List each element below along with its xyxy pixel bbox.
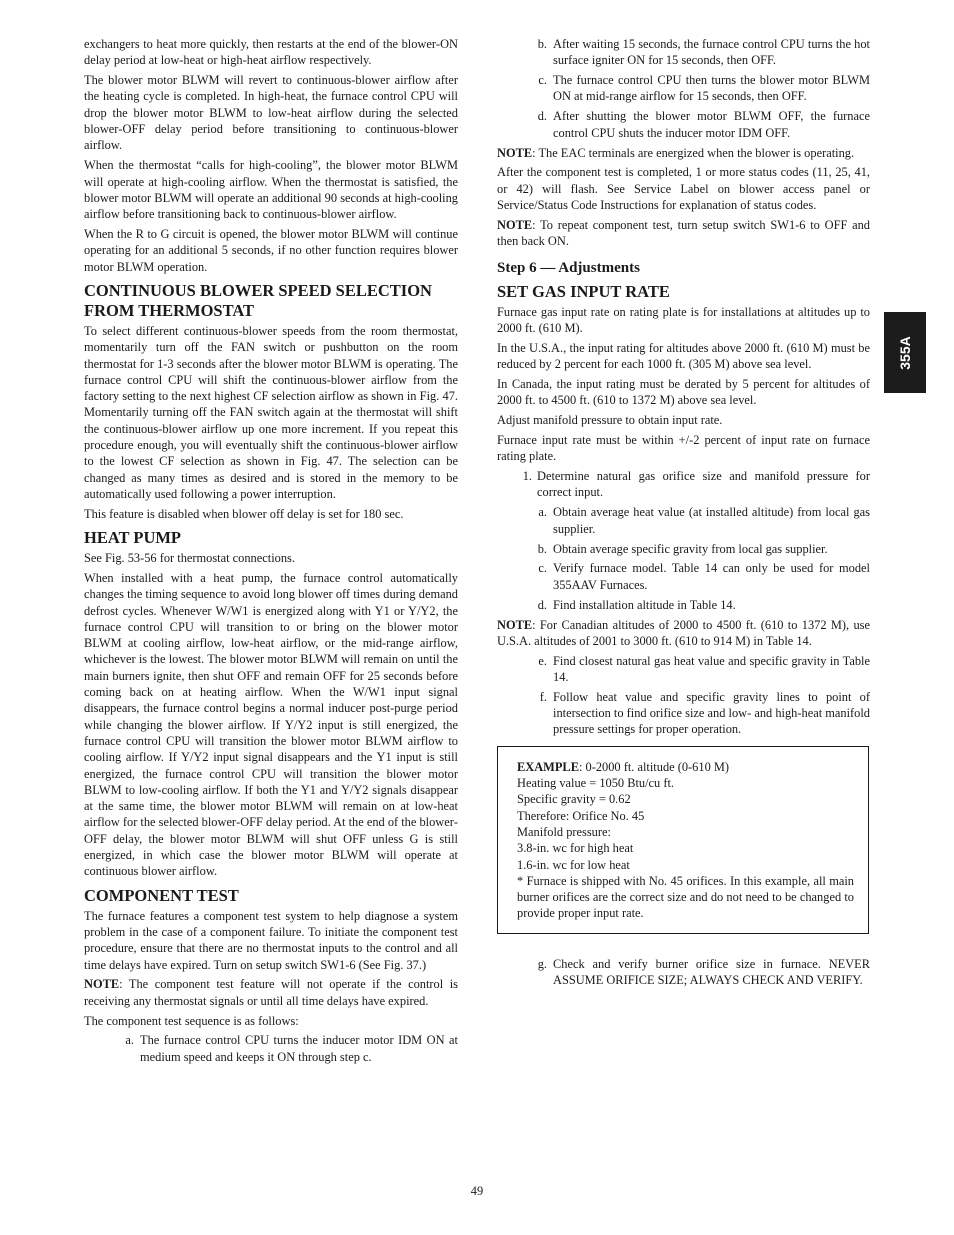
list-item-text: Obtain average heat value (at installed altitude) from local gas supplier.	[553, 505, 870, 536]
list-marker: a.	[538, 505, 547, 520]
paragraph: After the component test is completed, 1 or more status codes (11, 25, 41, or 42) will flash. See Service Label on blower access panel or Service/Status Code Instructions for explanation of status codes.	[497, 165, 870, 213]
list-item-text: Find installation altitude in Table 14.	[553, 597, 736, 612]
list-marker: 1.	[522, 469, 532, 484]
list-item-text: The furnace control CPU turns the inducer motor IDM ON at medium speed and keeps it ON through step c.	[140, 1033, 458, 1064]
paragraph: When the thermostat “calls for high‐cooling”, the blower motor BLWM will operate at high‐cooling airflow. When the thermostat is satisfied, the blower motor BLWM will operate an additional 90 seconds at high‐cooling airflow before transitioning back to continuous‐blower airflow.	[84, 158, 458, 222]
paragraph: See Fig. 53‐56 for thermostat connections.	[84, 551, 295, 566]
example-line: Therefore: Orifice No. 45	[517, 808, 645, 823]
paragraph: Furnace gas input rate on rating plate is for installations at altitudes up to 2000 ft. (610 M).	[497, 304, 870, 335]
paragraph: When installed with a heat pump, the furnace control automatically changes the timing sequence to avoid long blower off times during demand defrost cycles. Whenever W/W1 is energized along with Y1 or Y/Y2, the furnace control CPU will transition to or bring on the blower motor BLWM at cooling airflow, low‐heat airflow, or the mid‐range airflow, whichever is the lowest. The blower motor BLWM will remain on until the main burners ignite, then shut OFF and remain OFF for 25 seconds before coming back on at heating airflow. When the W/W1 input signal disappears, the furnace control begins a normal inducer post‐purge period while changing the blower airflow. If Y/Y2 input is still energized, the furnace control CPU will transition the blower motor BLWM airflow to cooling airflow. If Y/Y2 input signal disappears and the Y1 input is still energized, the furnace control CPU will transition the blower motor BLWM to low‐cooling airflow. If both the Y1 and Y/Y2 signals disappear at the same time, the blower motor BLWM will remain on at low‐heat airflow for the selected blower‐OFF delay period. At the end of the blower‐OFF delay, the blower motor BLWM will shut OFF unless G is still energized, in which case the blower motor BLWM will operate at continuous blower airflow.	[84, 570, 459, 879]
paragraph: The furnace features a component test system to help diagnose a system problem in the case of a component failure. To initiate the component test procedure, ensure that there are no thermostat inputs to the control and all time delays have expired. Turn on setup switch SW1‐6 (See Fig. 37.)	[84, 908, 458, 972]
example-heading	[517, 759, 854, 775]
list-marker: d.	[537, 109, 547, 124]
list-item	[497, 653, 870, 686]
side-tab-label: 355A	[896, 335, 913, 370]
note-text: : The component test feature will not operate if the control is receiving any thermostat signals or until all time delays have expired.	[84, 977, 458, 1008]
list-item	[497, 956, 870, 989]
list-item	[497, 597, 870, 613]
note	[84, 976, 458, 1009]
paragraph: The blower motor BLWM will revert to continuous‐blower airflow after the heating cycle is completed. In high‐heat, the furnace control CPU will drop the blower motor BLWM to low‐heat airflow during the selected blower‐OFF delay period before transitioning to continuous‐blower airflow.	[84, 73, 458, 153]
list-item	[497, 689, 870, 738]
example-line: Specific gravity = 0.62	[517, 792, 631, 807]
paragraph: In the U.S.A., the input rating for altitudes above 2000 ft. (610 M) must be reduced by 2 percent for each 1000 ft. (305 M) above sea level.	[497, 340, 870, 372]
paragraph: Furnace input rate must be within +/‐2 percent of input rate on furnace rating plate.	[497, 432, 870, 464]
list-marker: d.	[537, 597, 547, 612]
list-marker: a.	[125, 1033, 134, 1048]
list-item-text: Determine natural gas orifice size and manifold pressure for correct input.	[537, 469, 870, 500]
list-item-text: Verify furnace model. Table 14 can only be used for model 355AAV Furnaces.	[553, 561, 870, 592]
list-item	[497, 468, 870, 501]
list-item-text: Follow heat value and specific gravity lines to point of intersection to find orifice size and low‐ and high‐heat manifold pressure settings for proper operation.	[553, 689, 870, 737]
heading-continuous-blower: CONTINUOUS BLOWER SPEED SELECTION FROM THERMOSTAT	[84, 280, 432, 320]
list-item-text: After shutting the blower motor BLWM OFF, the furnace control CPU shuts the inducer motor IDM OFF.	[553, 109, 870, 140]
list-item	[497, 504, 870, 537]
note-text: : For Canadian altitudes of 2000 to 4500 ft. (610 to 1372 M), use U.S.A. altitudes of 2001 to 3000 ft. (610 to 914 M) in Table 14.	[497, 617, 870, 648]
list-marker: b.	[537, 37, 547, 51]
side-tab	[884, 312, 926, 393]
example-box	[497, 746, 869, 934]
note	[497, 217, 870, 250]
list-item-text: After waiting 15 seconds, the furnace control CPU turns the hot surface igniter ON for 15 seconds, then OFF.	[553, 37, 870, 68]
list-item-text: Obtain average specific gravity from local gas supplier.	[553, 541, 828, 556]
example-line: Heating value = 1050 Btu/cu ft.	[517, 776, 675, 791]
paragraph: This feature is disabled when blower off delay is set for 180 sec.	[84, 506, 404, 521]
note-text: : To repeat component test, turn setup switch SW1‐6 to OFF and then back ON.	[497, 217, 870, 249]
list-item	[497, 560, 870, 593]
list-marker: e.	[538, 653, 547, 668]
example-line: 1.6‐in. wc for low heat	[517, 857, 630, 872]
heading-heat-pump: HEAT PUMP	[84, 528, 182, 548]
note-label: NOTE	[497, 217, 533, 232]
note-text: : The EAC terminals are energized when the blower is operating.	[532, 145, 855, 160]
right-column	[497, 36, 870, 992]
note-label: NOTE	[497, 145, 533, 160]
list-item	[84, 1032, 458, 1065]
heading-step-6: Step 6 — Adjustments	[497, 259, 640, 276]
paragraph: exchangers to heat more quickly, then restarts at the end of the blower‐ON delay period at low‐heat or high‐heat airflow respectively.	[84, 37, 458, 68]
example-line: Manifold pressure:	[517, 824, 611, 839]
list-item-text: Find closest natural gas heat value and specific gravity in Table 14.	[553, 653, 870, 684]
list-item	[497, 108, 870, 141]
paragraph: When the R to G circuit is opened, the blower motor BLWM will continue operating for an additional 5 seconds, if no other function requires blower motor BLWM operation.	[84, 227, 458, 274]
list-item-text: Check and verify burner orifice size in furnace. NEVER ASSUME ORIFICE SIZE; ALWAYS CHECK AND VERIFY.	[553, 956, 870, 988]
paragraph: To select different continuous‐blower speeds from the room thermostat, momentarily turn off the FAN switch or pushbutton on the room thermostat for 1‐3 seconds after the blower motor BLWM is operating. The furnace control CPU will shift the continuous‐blower airflow from the factory setting to the next highest CF selection airflow as shown in Fig. 47. Momentarily turning off the FAN switch again at the thermostat will shift the continuous‐blower airflow up one more increment. If you repeat this procedure enough, you will eventually shift the continuous‐blower airflow to the lowest CF selection as shown in Fig. 47. The selection can be changed as many times as desired and is stored in the memory to be automatically used following a power interruption.	[84, 323, 458, 501]
list-item	[497, 72, 870, 105]
list-marker: f.	[539, 689, 547, 704]
list-item	[497, 541, 870, 557]
list-marker: c.	[538, 561, 547, 576]
paragraph: Adjust manifold pressure to obtain input rate.	[497, 413, 723, 428]
paragraph: The component test sequence is as follows:	[84, 1013, 299, 1028]
example-line: : 0‐2000 ft. altitude (0‐610 M)	[578, 759, 730, 774]
heading-set-gas-input-rate: SET GAS INPUT RATE	[497, 281, 670, 301]
example-line: 3.8‐in. wc for high heat	[517, 841, 634, 856]
heading-component-test: COMPONENT TEST	[84, 885, 239, 905]
paragraph: In Canada, the input rating must be derated by 5 percent for altitudes of 2000 ft. to 4500 ft. (610 to 1372 M) above sea level.	[497, 376, 870, 408]
list-marker: c.	[538, 73, 547, 88]
note-label: NOTE	[497, 617, 533, 632]
list-marker: g.	[537, 956, 547, 971]
list-item	[497, 36, 870, 69]
left-column	[84, 36, 458, 1069]
note	[497, 617, 870, 650]
note-label: NOTE	[84, 977, 120, 992]
note	[497, 145, 870, 161]
list-item-text: The furnace control CPU then turns the blower motor BLWM ON at mid‐range airflow for 15 seconds, then OFF.	[553, 73, 870, 104]
page-number: 49	[470, 1184, 484, 1198]
example-label: EXAMPLE	[517, 759, 579, 774]
list-marker: b.	[537, 541, 547, 556]
example-footnote: * Furnace is shipped with No. 45 orifices. In this example, all main burner orifices are the correct size and do not need to be changed to provide proper input rate.	[517, 873, 854, 921]
